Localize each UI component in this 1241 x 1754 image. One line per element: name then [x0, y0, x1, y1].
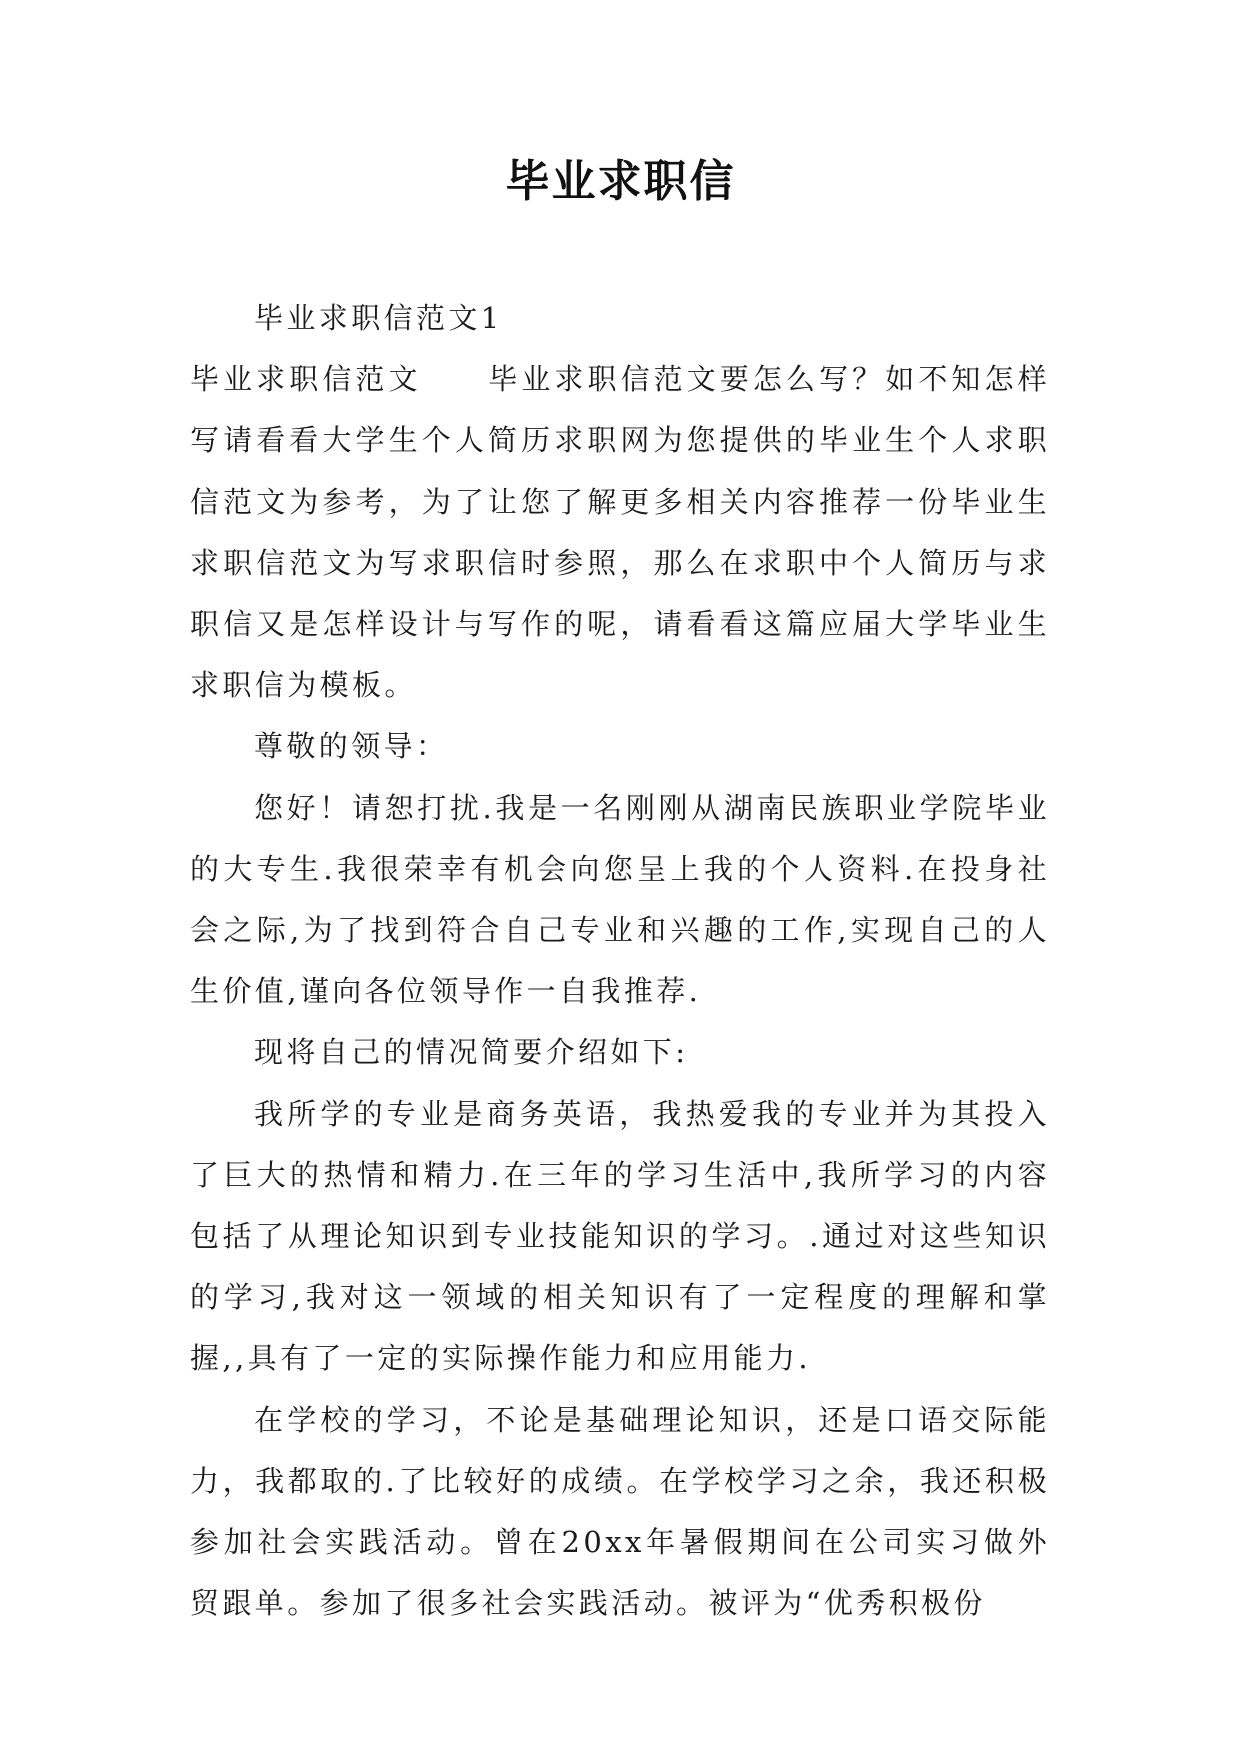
document-body [190, 288, 1050, 1634]
intro-text: 毕业求职信范文要怎么写？如不知怎样写请看看大学生个人简历求职网为您提供的毕业生个人求职信范文为参考，为了让您了解更多相关内容推荐一份毕业生求职信范文为写求职信时参照，那么在求职中个人简历与求职信又是怎样设计与写作的呢，请看看这篇应届大学毕业生求职信为模板。 [190, 362, 1050, 703]
document-title: 毕业求职信 [505, 156, 736, 207]
intro-paragraph [190, 349, 1050, 716]
paragraph: 您好！请恕打扰.我是一名刚刚从湖南民族职业学院毕业的大专生.我很荣幸有机会向您呈上我的个人资料.在投身社会之际,为了找到符合自己专业和兴趣的工作,实现自己的人生价值,谨向各位领导作一自我推荐. [190, 790, 1050, 1009]
section-heading: 毕业求职信范文1 [254, 301, 503, 335]
paragraph: 在学校的学习，不论是基础理论知识，还是口语交际能力，我都取的.了比较好的成绩。在学校学习之余，我还积极参加社会实践活动。曾在20xx年暑假期间在公司实习做外贸跟单。参加了很多社会实践活动。被评为“优秀积极份 [190, 1402, 1050, 1621]
intro-label: 毕业求职信范文 [190, 362, 422, 397]
paragraph: 现将自己的情况简要介绍如下: [254, 1035, 689, 1070]
paragraph: 我所学的专业是商务英语，我热爱我的专业并为其投入了巨大的热情和精力.在三年的学习生活中,我所学习的内容包括了从理论知识到专业技能知识的学习。.通过对这些知识的学习,我对这一领域的相关知识有了一定程度的理解和掌握,,具有了一定的实际操作能力和应用能力. [190, 1096, 1050, 1376]
salutation: 尊敬的领导： [254, 729, 449, 764]
